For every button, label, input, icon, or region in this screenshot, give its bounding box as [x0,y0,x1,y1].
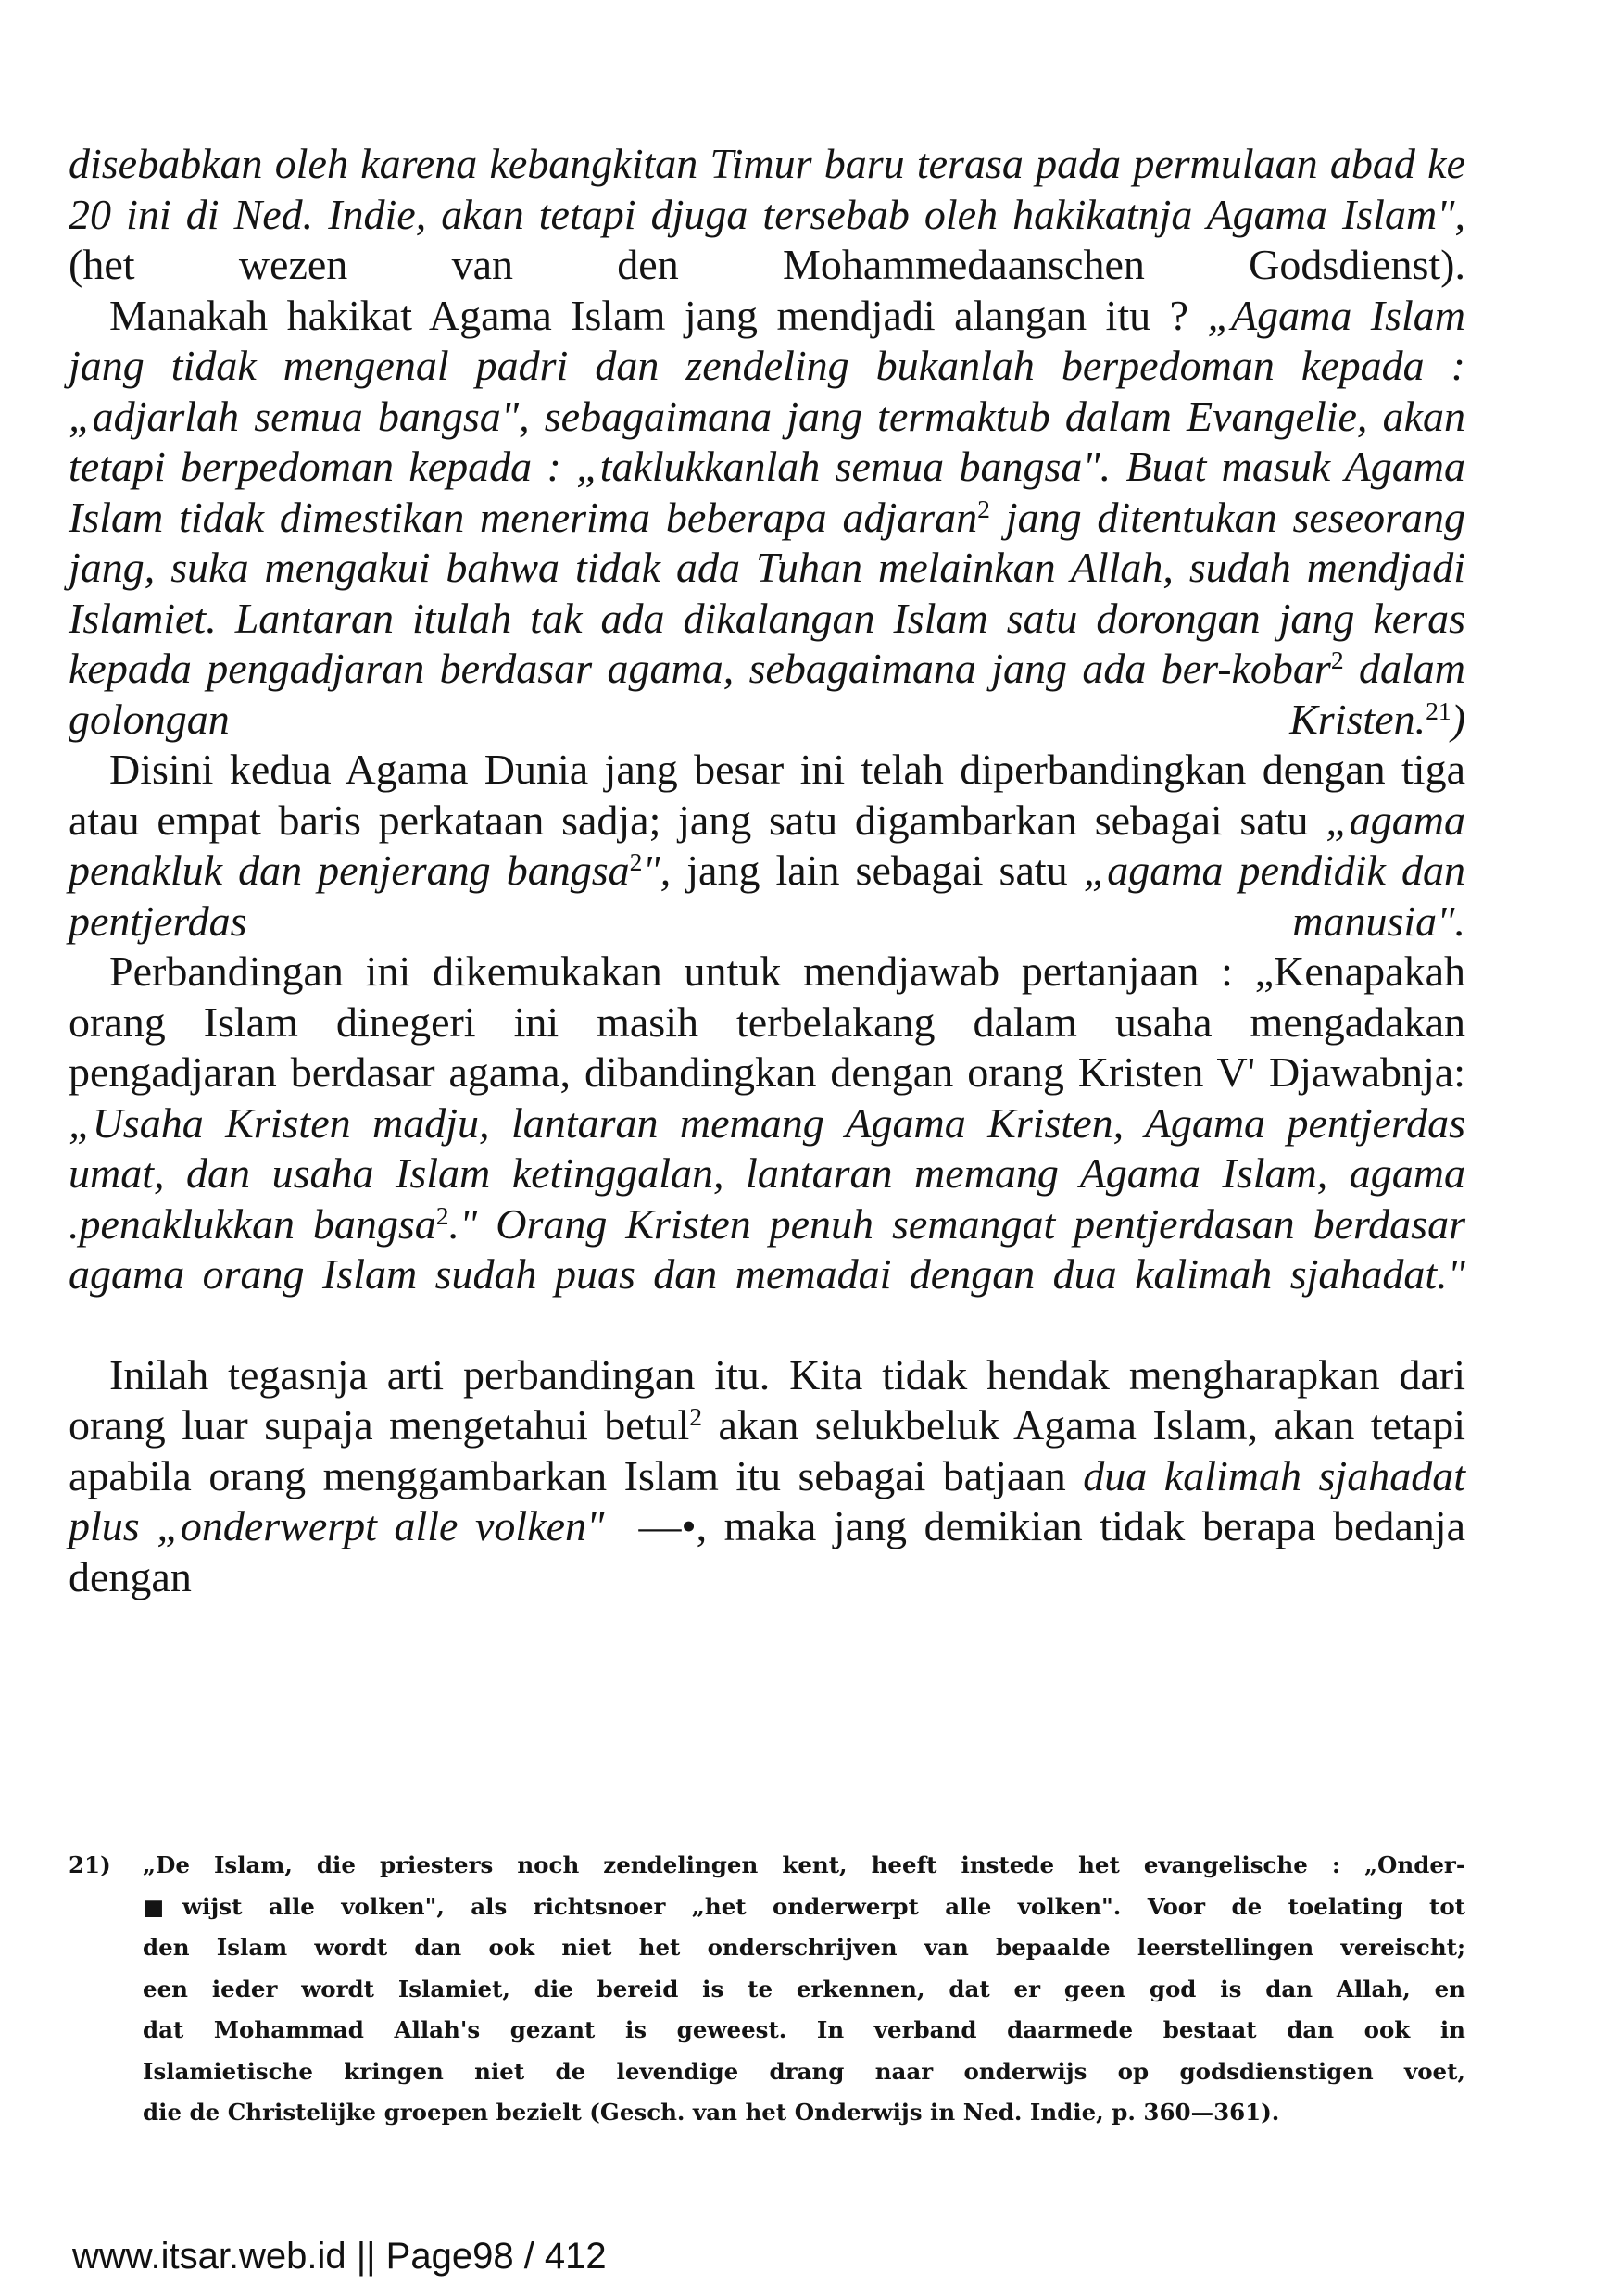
italic-text: „agama penakluk dan penjerang bangsa [69,796,1476,894]
footnote-line: die de Christelijke groepen bezielt (Gesch. van het Onderwijs in Ned. Indie, p. 360—361). [143,2099,1280,2126]
text-run: Disini kedua Agama Dunia jang besar ini telah diperbandingkan dengan tiga atau empat baris perkataan sadja; jang satu digambarkan sebagai satu [69,746,1476,844]
footnote-line: dat Mohammad Allah's gezant is geweest. In verband daarmede bestaat dan ook in [143,2016,1465,2043]
text-run: akan selukbeluk Agama Islam, akan tetapi apabila orang menggambarkan Islam itu sebagai batjaan [69,1401,1476,1499]
footnote-line: „De Islam, die priesters noch zendelingen kent, heeft instede het evangelische : „Onder- [143,1851,1465,1878]
footnote [69,1845,1465,2134]
footnote-ref: 2 [977,494,990,523]
footnote-text [143,1845,1465,2134]
italic-text: „Usaha Kristen madju, lantaran memang Agama Kristen, Agama pentjerdas umat, dan usaha Islam ketinggalan, lantaran memang Agama Islam, agama .penaklukkan bangsa [69,1098,1476,1248]
text-run: Perbandingan ini dikemukakan untuk mendjawab pertanjaan : „Kenapakah orang Islam dinegeri ini masih terbelakang dalam usaha mengadakan pengadjaran berdasar agama, dibandingkan dengan orang Kristen V' Djawabnja: [69,947,1476,1096]
italic-text: disebabkan oleh karena kebangkitan Timur baru terasa pada permulaan abad ke 20 ini di Ned. Indie, akan tetapi djuga tersebab oleh hakikatnja Agama Islam", [69,140,1476,238]
italic-text: ", [642,847,687,894]
footnote-ref: 2 [1330,645,1344,674]
body-text [69,139,1476,1602]
footnote-line: een ieder wordt Islamiet, die bereid is te erkennen, dat er geen god is dan Allah, en [143,1975,1465,2002]
text-run: —•, maka jang demikian tidak berapa bedanja dengan [69,1502,1476,1600]
italic-text: ." Orang Kristen penuh semangat pentjerdasan berdasar agama orang Islam sudah puas dan memadai dengan dua kalimah sjahadat." [69,1199,1476,1298]
page-footer: www.itsar.web.id || Page98 / 412 [72,2236,607,2277]
footnote-line: ■wijst alle volken", als richtsnoer „het onderwerpt alle volken". Voor de toelating tot [143,1892,1465,1920]
footnote-ref: 2 [689,1401,703,1431]
footnote-ref: 2 [629,847,643,876]
text-run: (het wezen van den Mohammedaanschen Godsdienst). [69,241,1465,288]
paragraph-4 [69,947,1476,1300]
italic-text: dalam golongan Kristen. [69,645,1476,743]
paragraph-3 [69,745,1476,947]
italic-text: „Agama Islam jang tidak mengenal padri dan zendeling bukanlah berpedoman kepada : „adjarlah semua bangsa", sebagaimana jang termaktub dalam Evangelie, akan tetapi berpedoman kepada : „taklukkanlah semua bangsa". Buat masuk Agama Islam tidak dimestikan menerima beberapa adjaran [69,291,1476,541]
paragraph-1 [69,139,1476,291]
footnote-ref: 21 [1426,696,1451,725]
paragraph-5 [69,1350,1476,1603]
text-run: jang lain sebagai satu [686,847,1084,894]
paragraph-2 [69,291,1476,746]
footnote-line: den Islam wordt dan ook niet het onderschrijven van bepaalde leerstellingen vereischt; [143,1934,1465,1961]
paragraph-gap [69,1300,1465,1350]
footnote-ref: 2 [435,1200,449,1230]
italic-text: dua kalimah sjahadat plus „onderwerpt alle volken" [69,1451,1476,1549]
italic-text: ) [1451,695,1465,743]
italic-text: jang ditentukan seseorang jang, suka mengakui bahwa tidak ada Tuhan melainkan Allah, sudah mendjadi Islamiet. Lantaran itulah tak ada dikalangan Islam satu dorongan jang keras kepada pengadjaran berdasar agama, sebagaimana jang ada ber-kobar [69,493,1476,692]
italic-text: „agama pendidik dan pentjerdas manusia". [69,847,1476,945]
text-run: Inilah tegasnja arti perbandingan itu. Kita tidak hendak mengharapkan dari orang luar supaja mengetahui betul [69,1350,1476,1449]
footnote-line: Islamietische kringen niet de levendige drang naar onderwijs op godsdienstigen voet, [143,2057,1465,2085]
text-run: Manakah hakikat Agama Islam jang mendjadi alangan itu ? [109,291,1208,339]
footnote-number: 21) [69,1851,111,1878]
